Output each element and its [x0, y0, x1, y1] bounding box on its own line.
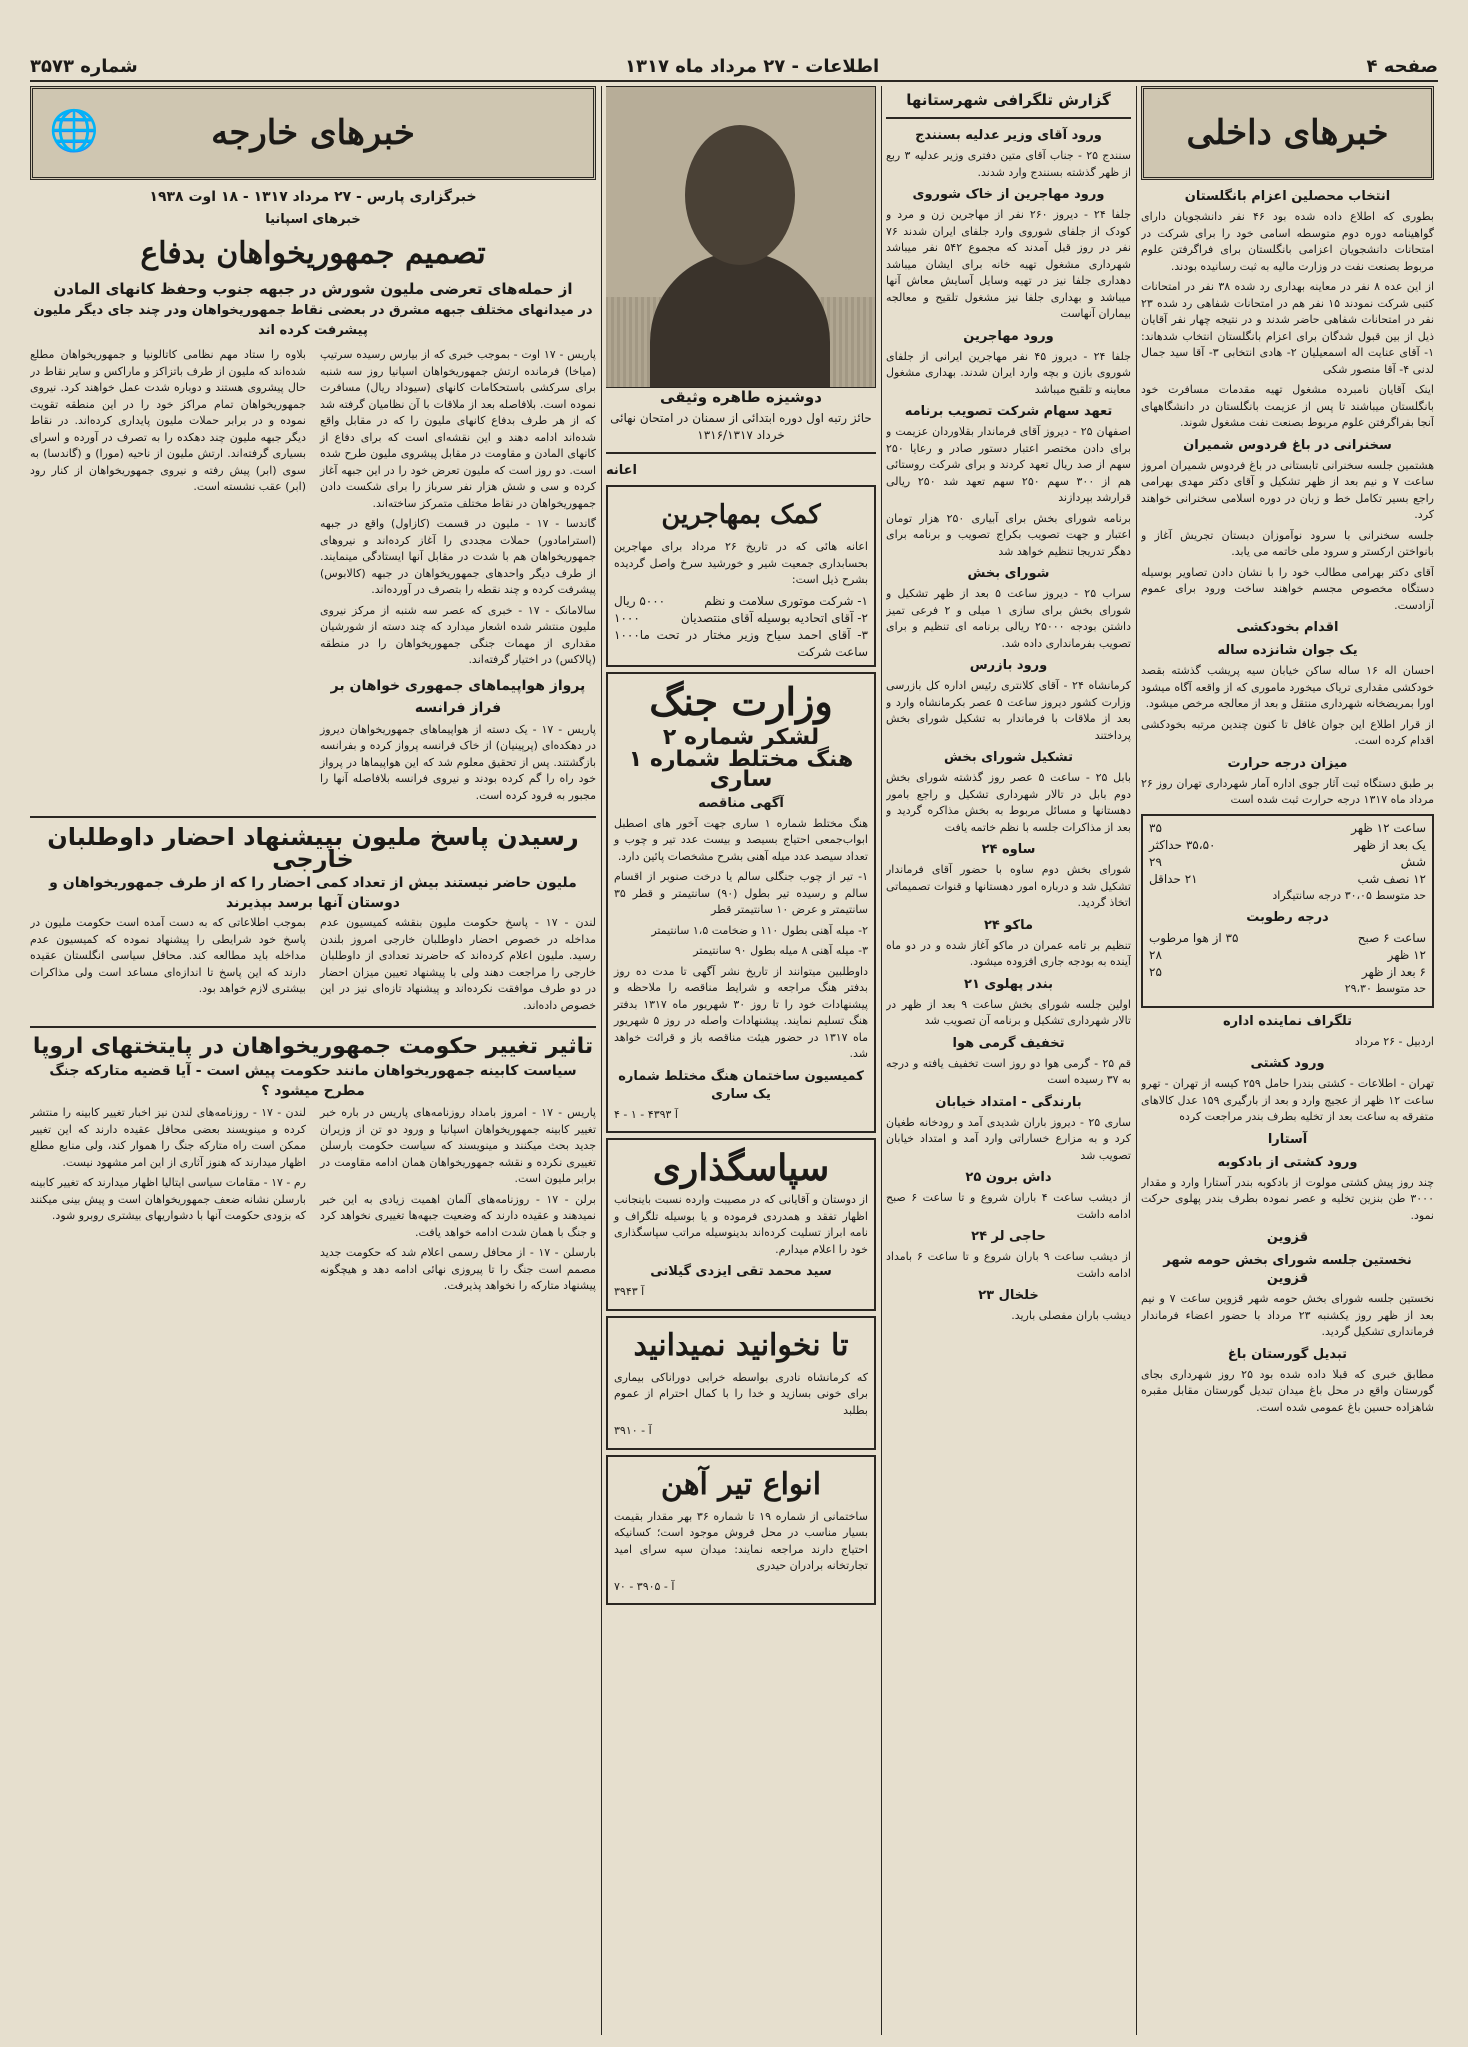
europe-title: تاثیر تغییر حکومت جمهوریخواهان در پایتختهای اروپا [32, 1034, 594, 1059]
article-title: بارندگی - امتداد خیابان [935, 1094, 1082, 1110]
story: بلاوه را ستاد مهم نظامی کاتالونیا و جمهوریخواهان مطلع شده‌اند که ملیون از طرف باتزاکز و ماراکس و سایر نقاط در حال پیشروی هستند و دوباره شدت عمل خواهند کرد. نیروی جمهوریخواهان تمام مراکز خود را در این منطقه تقویت نموده و در برابر حملات ملیون پایداری کرده‌اند. در نقاط دیگر جبهه ملیون چند دهکده را به تصرف در آورده و اسرای بسیاری گرفته‌اند. ارتش ملیون از ناحیه (مورا) و (گاندسا) به سوی (ابر) پیش رفته و نیروی جمهوریخواهان از کنار رود (ابر) عقب نشسته است. [30, 348, 306, 493]
tender-rules: داوطلبین میتوانند از تاریخ نشر آگهی تا مدت ده روز بدفتر هنگ مراجعه و شرایط مناقصه را ملاحظه و پیشنهادات خود را تا روز ۳۰ شهریور ماه ۱۳۱۷ بدفتر هنگ تسلیم نمایند. پیشنهادات واصله در روز ۵ شهریور ماه ۱۳۱۷ در حضور هیئت مناقصه باز و قرائت خواهد شد. [614, 964, 868, 1060]
foreign-news-column [30, 86, 596, 2035]
article-title: خلخال ۲۳ [978, 1288, 1039, 1303]
donation-amount: ۱۰۰۰ [614, 627, 640, 642]
donation-title: کمک بمهاجرین [661, 500, 821, 530]
volunteers-title: رسیدن پاسخ ملیون بپیشنهاد احضار داوطلبان خارجی [47, 823, 579, 873]
donation-row [614, 627, 868, 661]
article-body: برنامه شورای بخش برای آبیاری ۲۵۰ هزار تومان اعتبار و جهت تصویب بکراج تصویب و برنامه برای دهگر تدریجا تنظیم خواهد شد [886, 511, 1131, 558]
issue-number: شماره ۳۵۷۳ [30, 55, 138, 77]
provincial-rubric: گزارش تلگرافی شهرستانها [906, 91, 1111, 109]
row-value: ۳۵ [1149, 820, 1162, 835]
article-body: مطابق خبری که قبلا داده شده بود ۲۵ روز شهرداری بجای گورستان واقع در محل باغ میدان تبدیل گورستان مقابل مقبره شاهزاده حسین باغ عمومی شده است. [1141, 1367, 1434, 1414]
article-body: کرمانشاه ۲۴ - آقای کلانتری رئیس اداره کل بازرسی وزارت کشور دیروز ساعت ۵ عصر بکرمانشاه وارد و بعد از ملاقات با فرماندار به تشکیل شورای بخش پرداختند [886, 679, 1131, 742]
story-column [320, 915, 596, 1018]
article-title: تبدیل گورستان باغ [1227, 1346, 1348, 1362]
row-label: ۱۲ نصف شب [1357, 871, 1426, 886]
table-row [1149, 871, 1426, 888]
steel-body: ساختمانی از شماره ۱۹ تا شماره ۳۶ بهر مقدار بقیمت بسیار مناسب در محل فروش موجود است؛ کسانیکه احتیاج دارند مراجعه نمایند: میدان سپه سرای امید تجارتخانه برادران حیدری [614, 1509, 868, 1572]
article-title: آستارا [1267, 1131, 1308, 1147]
story: گاندسا - ۱۷ - ملیون در قسمت (کازاول) واقع در جبهه (استرامادور) حملات مجددی را آغاز کرده‌اند و نیروهای جمهوریخواهان هم با شدت در مقابل آنها ایستادگی مینمایند. از طرف دیگر واحدهای جمهوریخواهان در جبهه (کالابوس) پیشرفت کرده و چند نقطه را بتصرف در آورده‌اند. [320, 517, 596, 596]
story-columns [30, 1105, 596, 1299]
row-label: ۶ بعد از ظهر [1361, 965, 1426, 979]
photo-caption-name: دوشیزه طاهره وثیقی [660, 388, 822, 406]
article-title: قزوین [1266, 1230, 1309, 1245]
provincial-items [886, 127, 1131, 1325]
humidity-note: حد متوسط ۲۹،۳۰ [1344, 982, 1426, 995]
article-body: نخستین جلسه شورای بخش حومه شهر قزوین ساعت ۷ و نیم بعد از ظهر روز یکشنبه ۲۳ مرداد با حضور اعضاء فرماندار فرمانداری تشکیل گردید. [1141, 1292, 1434, 1338]
foreign-rubric: 🌐 خبرهای خارجه [30, 86, 596, 180]
portrait-photo [606, 86, 876, 388]
article-title: تلگراف نماینده اداره [1222, 1013, 1353, 1029]
article-body: از این عده ۸ نفر در معاینه بهداری رد شده ۳۸ نفر در امتحانات کتبی شرکت نمودند ۱۵ نفر هم در امتحانات شفاهی رد شده ۲۳ نفر در امتحانات شفاهی حاضر شدند و در نتیجه چهار نفر آقایان ذیل از بین قبول شدگان برای اعزام بانگلستان انتخاب شدهاند: ۱- آقای عنایت اله اسمعیلیان ۲- هادی انتخابی ۳- آقا سید جمال لدنی ۴- آقا منصور شکی [1141, 280, 1434, 376]
column-rule [601, 86, 602, 2035]
volunteers-sub: ملیون حاضر نیستند بیش از تعداد کمی احضار را که از طرف جمهوریخواهان و دوستان آنها برسد بپذیرند [49, 875, 577, 911]
article-title: شورای بخش [967, 566, 1050, 581]
planes-title: پرواز هواپیماهای جمهوری خواهان بر فراز فرانسه [330, 677, 586, 716]
domestic-more-items [1141, 1013, 1434, 1417]
article-body: سراب ۲۵ - دیروز ساعت ۵ بعد از ظهر تشکیل و شورای بخش برای سازی ۱ میلی و ۲ فرعی تمیز داشتن بودجه ۲۵۰۰۰ ریالی برنامه ای تنظیم و برای تصویب بفرمانداری داده شد. [886, 587, 1131, 650]
article-title: داش برون ۲۵ [965, 1170, 1052, 1185]
row-value: ۳۵،۵۰ حداکثر [1149, 837, 1216, 852]
article-title: ورود آقای وزیر عدلیه بسنندج [915, 128, 1102, 143]
donor: ۲- آقای اتحادیه بوسیله آقای منتصدیان [680, 610, 868, 625]
temperature-note: حد متوسط ۳۰،۰۵ درجه سانتیگراد [1272, 888, 1426, 902]
tender-items [614, 869, 868, 960]
europe-body: برلن - ۱۷ - روزنامه‌های آلمان اهمیت زیادی به این خبر نمیدهند و عقیده دارند که وضعیت جبهه‌ها تغییری نخواهد کرد و جنگ با همان شدت ادامه خواهد یافت. [320, 1192, 596, 1239]
donation-amount: ۵۰۰۰ ریال [614, 593, 666, 608]
europe-body: لندن - ۱۷ - روزنامه‌های لندن نیز اخبار تغییر کابینه را منتشر کرده و مینویسند بعضی محافل عقیده دارند که این تغییر ممکن است راه متارکه جنگ را هموار کند، ولی منابع مطلع اظهار میدارند که هنوز آثاری از این امر مشهود نیست. [30, 1106, 306, 1169]
table-row [1149, 820, 1426, 837]
war-ministry-title: وزارت جنگ [649, 678, 833, 724]
war-division: لشکر شماره ۲ [662, 724, 820, 750]
story-column [30, 347, 306, 808]
donation-box [606, 485, 876, 667]
article-title: یک جوان شانزده ساله [1217, 643, 1358, 658]
foreign-dateline: خبرگزاری پارس - ۲۷ مرداد ۱۳۱۷ - ۱۸ اوت ۱۹۳۸ [149, 189, 477, 205]
thanks-code: آ ۳۹۴۳ [614, 1285, 645, 1298]
article-title: نخستین جلسه شورای بخش حومه شهر قزوین [1163, 1253, 1412, 1286]
table-row [1149, 930, 1426, 947]
story: سالامانک - ۱۷ - خبری که عصر سه شنبه از مرکز نیروی ملیون منتشر شده اشعار میدارد که چند دسته از شورشیان مقداری از مهمات جنگی جمهوریخواهان را در منطقه (پالاکس) در اختیار گرفته‌اند. [320, 603, 596, 666]
steel-ad [606, 1455, 876, 1606]
volunteers-body: بموجب اطلاعاتی که به دست آمده است حکومت ملیون در پاسخ خود شرایطی را پیشنهاد نموده که کمیسیون عدم مداخله باید مطالعه کند. محافل سیاسی انگلستان عقیده دارند که این پاسخ تا اندازه‌ای مساعد است ولی مذاکرات بیشتری لازم خواهد بود. [30, 916, 306, 995]
story-column [320, 1105, 596, 1299]
europe-sub: سیاست کابینه جمهوریخواهان مانند حکومت پیش است - آیا قضیه متارکه جنگ مطرح میشود ؟ [49, 1063, 577, 1099]
foreign-subhead: از حمله‌های تعرضی ملیون شورش در جبهه جنوب وحفظ کانهای المادن [53, 280, 573, 298]
unknown-title: تا نخوانید نمیدانید [633, 1327, 849, 1363]
divider [606, 452, 876, 454]
row-value: ۲۸ [1149, 948, 1162, 962]
story: پاریس - ۱۷ اوت - بموجب خبری که از بیارس رسیده سرتیپ (میاخا) فرمانده ارتش جمهوریخواهان اسپانیا روز سه شنبه برای سرکشی باستحکامات کانهای (سیوداد ریال) مسافرت نموده است. بلافاصله بعد از ملاقات با آن نظامیان گرفته شد که از هر طرف بدفاع کانهای ملیون را که در مقابل واقع شده‌اند ادامه دهند و این نقشه‌ای است که برای دفاع از کانهای المادن و مقاومت در مقابل پیشروی ملیون طرح شده است. دو روز است که ملیون تعرض خود را در این جبهه آغاز کرده و سی و شش هزار نفر سرباز را برای شکست دادن جمهوریخواهان در نقاط مختلف متمرکز ساخته‌اند. [320, 348, 596, 510]
table-row [1149, 854, 1426, 871]
article-title: ورود بازرس [969, 658, 1048, 673]
photo-caption: حائز رتبه اول دوره ابتدائی از سمنان در امتحان نهائی خرداد ۱۳۱۶/۱۳۱۷ [610, 411, 872, 442]
story-column [320, 347, 596, 808]
table-row [1149, 837, 1426, 854]
article-body: جلفا ۲۴ - دیروز ۲۶۰ نفر از مهاجرین زن و مرد و کودک از جلفای شوروی وارد جلفای ایران شدند ۷۶ نفر در روز قبل آمدند که مجموع ۵۴۲ نفر میباشد شهرداری مشغول تهیه خانه برای ایشان میباشد دهداری جلفا نیز در تهیه وسایل آسایش معاش آنها میباشد و بهداری جلفا نیز مشغول تلقیح و معالجه بیماران آنهاست [886, 208, 1131, 320]
row-label: ساعت ۶ صبح [1357, 931, 1426, 945]
unknown-code: آ - ۳۹۱۰ [614, 1424, 652, 1437]
article-title: ورود مهاجرین [963, 328, 1054, 344]
story-column [30, 1105, 306, 1299]
tender-title: آگهی مناقصه [698, 795, 784, 811]
article-title: انتخاب محصلین اعزام بانگلستان [1184, 189, 1391, 204]
page-number: صفحه ۴ [1366, 55, 1438, 77]
article-body: سنندج ۲۵ - جناب آقای متین دفتری وزیر عدلیه ۳ ربع از ظهر گذشته بسنندج وارد شدند. [886, 149, 1131, 179]
article-body: بر طبق دستگاه ثبت آثار جوی اداره آمار شهرداری تهران روز ۲۶ مرداد ماه ۱۳۱۷ درجه حرارت ثبت شده است [1141, 776, 1434, 806]
donation-row [614, 610, 868, 627]
temperature-table [1141, 814, 1434, 1008]
thanks-sign: سید محمد تقی ایزدی گیلانی [650, 1264, 832, 1279]
article-body: جلفا ۲۴ - دیروز ۴۵ نفر مهاجرین ایرانی از جلفای شوروی بازن و بچه وارد ایران شدند. بهداری مشغول معاینه و تلقیح میباشد [886, 349, 1131, 396]
domestic-items [1141, 188, 1434, 809]
steel-title: انواع تیر آهن [660, 1466, 822, 1502]
article-body: ساری ۲۵ - دیروز باران شدیدی آمد و رودخانه طغیان کرد و به مزارع خساراتی وارد آمد و امتداد خیابان تصویب شد [886, 1115, 1131, 1162]
article-title: ورود کشتی [1250, 1056, 1325, 1071]
thanks-ad [606, 1138, 876, 1311]
masthead [30, 52, 1438, 82]
table-row [1149, 947, 1426, 964]
europe-body: بارسلن - ۱۷ - از محافل رسمی اعلام شد که حکومت جدید مصمم است جنگ را تا پیروزی نهائی ادامه دهد و هیچگونه پیشنهاد متارکه را نخواهد پذیرفت. [320, 1246, 596, 1292]
article-body: شورای بخش دوم ساوه با حضور آقای فرماندار تشکیل شد و درباره امور دهستانها و قنوات تصمیماتی اتخاذ گردید. [886, 863, 1131, 909]
article-title: ورود کشتی از بادکوبه [1217, 1154, 1358, 1170]
tender-item: ۱- تیر از چوب جنگلی سالم یا درخت صنوبر از اقسام سالم و رسیده تیر بطول (۹۰) سانتیمتر و قطر ۳۵ سانتیمتر و عرض ۱۰ سانتیمتر قطر [614, 870, 868, 916]
humidity-title: درجه رطوبت [1246, 910, 1329, 925]
article-body: اصفهان ۲۵ - دیروز آقای فرماندار بقلاوردان عزیمت و برای دادن مختصر اعتبار دستور صادر و رعایا ۲۵۰ سهم از صد ریال تعهد کردند و برای شرکت روستائی هم از ۳۰۰ سهم ۲۵۰ سهم تعهد شد ۲۵۰ ریالی قرارشد بپردازند [886, 425, 1131, 504]
divider [30, 1026, 596, 1028]
article-body: تهران - اطلاعات - کشتی بندرا حامل ۲۵۹ کیسه از تهران - تهرو ساعت ۱۲ ظهر از عجیج وارد و بعد از بارگیری ۱۵۹ عدل کالاهای متفرقه به ساعت بعد از تخلیه بطرف بندر مراجعت کرده [1141, 1077, 1434, 1123]
donation-row [614, 593, 868, 610]
article-title: سخنرانی در باغ فردوس شمیران [1183, 437, 1392, 453]
domestic-rubric: خبرهای داخلی [1141, 86, 1434, 180]
donation-intro: اعانه هائی که در تاریخ ۲۶ مرداد برای مهاجرین بحسابداری جمعیت شیر و خورشید سرخ واصل گردیده بشرح ذیل است: [614, 540, 868, 586]
story-columns [30, 347, 596, 808]
article-body: از دیشب ساعت ۴ باران شروع و تا ساعت ۶ صبح ادامه داشت [886, 1191, 1131, 1221]
donation-label: اعانه [606, 463, 637, 478]
row-label: یک بعد از ظهر [1354, 837, 1426, 852]
globe-icon: 🌐 [49, 107, 99, 154]
domestic-news-column [1141, 86, 1434, 2035]
article-body: آقای دکتر بهرامی مطالب خود را با نشان دادن تصاویر بوسیله دستگاه مخصوص مجسم خواهند ساخت ورود برای عموم آزادست. [1141, 565, 1434, 612]
donor: ۳- آقای احمد سیاح وزیر مختار در تحت ما ساعت شرکت [639, 627, 868, 659]
article-body: از قرار اطلاع این جوان غافل تا کنون چندین مرتبه بخودکشی اقدام کرده است. [1141, 717, 1434, 747]
volunteers-body: لندن - ۱۷ - پاسخ حکومت ملیون بنقشه کمیسیون عدم مداخله در خصوص احضار داوطلبان خارجی امروز بلندن رسید. ملیون اعلام کرده‌اند که حاضرند تعدادی از داوطلبان خارجی را مراجعت دهند ولی با پیشنهاد تعیین میزان احضار در دو طرف موافقت نکرده‌اند و پیشنهاد تازه‌ای نیز در این خصوص داده‌اند. [320, 916, 596, 1012]
article-title: اقدام بخودکشی [1236, 620, 1339, 635]
dateline: اطلاعات - ۲۷ مرداد ماه ۱۳۱۷ [625, 55, 880, 77]
europe-body: رم - ۱۷ - مقامات سیاسی ایتالیا اظهار میدارند که تغییر کابینه بارسلن نشانه ضعف جمهوریخواهان است و پیش بینی میکنند که بزودی حکومت آنها با دشواریهای بیشتری روبرو شود. [30, 1176, 306, 1222]
article-body: احسان اله ۱۶ ساله ساکن خیابان سیه پریشب گذشته بقصد خودکشی مقداری تریاک میخورد ماموری که از واقعه آگاه میشود اورا بمریضخانه شهرداری منتقل و بعد از معالجه مرخص میشود. [1141, 664, 1434, 710]
divider [886, 117, 1131, 119]
unknown-body: که کرمانشاه نادری بواسطه خرابی دوراناکی بیماری برای خونی بسازید و خدا را با کمال احترام از عموم بطلبد [614, 1370, 868, 1417]
ads-column [606, 86, 876, 2035]
planes-body: پاریس - ۱۷ - یک دسته از هواپیماهای جمهوریخواهان دیروز در دهکده‌ای (پرپینیان) از خاک فرانسه پرواز کرده و بفرانسه بازگشتند. پس از تحقیق معلوم شد که این هواپیماها در پرواز خود راه را گم کرده بودند و نیروی فرانسه بلافاصله آنها را مجبور به فرود کرده است. [320, 722, 596, 802]
row-value: ۳۵ از هوا مرطوب [1149, 931, 1239, 945]
table-row [1149, 964, 1426, 981]
article-body: بطوری که اطلاع داده شده بود ۴۶ نفر دانشجویان دارای گواهینامه دوره دوم متوسطه اسامی خود را برای شرکت در امتحانات دانشجویان اعزامی بانگلستان برای فراگرفتن علوم مربوط بصنعت نفت در وزارت مالیه به ثبت رسانیده بودند. [1141, 210, 1434, 273]
war-ministry-ad [606, 672, 876, 1134]
article-body: جلسه سخنرانی با سرود نوآموزان دبستان تجریش آغاز و بانواختن ارکستر و سرود ملی خاتمه می یابد. [1141, 528, 1434, 558]
donor: ۱- شرکت موتوری سلامت و نظم [704, 593, 868, 608]
article-title: میزان درجه حرارت [1227, 755, 1348, 771]
story-columns [30, 915, 596, 1018]
article-title: تخفیف گرمی هوا [952, 1035, 1065, 1051]
article-body: اینک آقایان نامبرده مشغول تهیه مقدمات مسافرت خود بانگلستان میباشند تا پس از عزیمت بانگلستان در دانشگاههای آنجا بفراگرفتن علوم مربوط بصنعت نفت مشغول شوند. [1141, 383, 1434, 429]
column-rule [1136, 86, 1137, 2035]
column-rule [881, 86, 882, 2035]
war-regiment: هنگ مختلط شماره ۱ ساری [628, 746, 854, 792]
article-body: چند روز پیش کشتی مولوت از بادکوبه بندر آستارا وارد و مقدار ۳۰۰۰ طن بنزین تخلیه و عصر نموده بطرف بندر پهلوی حرکت نمود. [1141, 1175, 1434, 1222]
article-title: تشکیل شورای بخش [943, 750, 1074, 765]
tender-item: ۲- میله آهنی بطول ۱۱۰ و ضخامت ۱،۵ سانتیمتر [651, 923, 868, 937]
article-body: قم ۲۵ - گرمی هوا دو روز است تخفیف یافته و درجه به ۳۷ رسیده است [886, 1056, 1131, 1086]
tender-item: ۳- میله آهنی ۸ میله بطول ۹۰ سانتیمتر [693, 944, 868, 957]
article-title: حاجی لر ۲۴ [971, 1229, 1046, 1244]
row-value: ۲۵ [1149, 965, 1162, 979]
article-title: بندر پهلوی ۲۱ [964, 976, 1053, 992]
divider [30, 816, 596, 818]
row-label: ساعت ۱۲ ظهر [1351, 820, 1426, 835]
article-title: ورود مهاجرین از خاک شوروی [912, 187, 1105, 202]
row-label: شش [1400, 854, 1426, 869]
row-value: ۲۹ [1149, 854, 1162, 869]
article-body: دیشب باران مفصلی بارید. [1011, 1309, 1131, 1322]
article-body: بابل ۲۵ - ساعت ۵ عصر روز گذشته شورای بخش دوم بابل در تالار شهرداری تشکیل و راجع بامور دهستانها و مسائل مربوط به بخش مذاکره گردید و بعد از مذاکرات جلسه با نظم خاتمه یافت [886, 771, 1131, 834]
steel-code: آ - ۳۹۰۵ - ۷۰ [614, 1579, 675, 1593]
article-body: از دیشب ساعت ۹ باران شروع و تا ساعت ۶ بامداد ادامه داشت [886, 1250, 1131, 1280]
row-value: ۲۱ حداقل [1149, 871, 1198, 886]
europe-body: پاریس - ۱۷ - امروز بامداد روزنامه‌های پاریس در باره خبر تغییر کابینه جمهوریخواهان اسپانیا و ورود دو تن از وزیران جدید بحث میکنند و مینویسند که سیاست حکومت بارسلن تغییری نکرده و نقشه جمهوریخواهان همان ادامه مقاومت در برابر ملیون است. [320, 1106, 596, 1185]
foreign-subhead: در میدانهای مختلف جبهه مشرق در بعضی نقاط جمهوریخواهان ودر چند جای دیگر ملیون پیشرفت کرده اند [33, 303, 593, 338]
story-column [30, 915, 306, 1018]
article-body: هشتمین جلسه سخنرانی تابستانی در باغ فردوس شمیران امروز ساعت ۷ و نیم بعد از ظهر تشکیل و آقای دکتر مهدی بهرامی راجع بسیر تکامل خط و زبان در دوره اسلامی سخنرانی خواهند کرد. [1141, 458, 1434, 521]
foreign-section: خبرهای اسپانیا [265, 212, 361, 227]
thanks-title: سپاسگذاری [652, 1147, 830, 1189]
unknown-ad [606, 1316, 876, 1450]
provincial-news-column [886, 86, 1131, 2035]
thanks-body: از دوستان و آقایانی که در مصیبت وارده نسبت باینجانب اظهار تفقد و همدردی فرموده و یا بوسیله تلگراف و نامه ابراز تسلیت کرده‌اند بدینوسیله مراتب سپاسگذاری خود را اعلام میدارم. [614, 1193, 868, 1256]
tender-body: هنگ مختلط شماره ۱ ساری جهت آخور های اصطبل ابواب‌جمعی احتیاج بسیصد و بیست عدد تیر و چوب و تعداد سیصد عدد میله آهنی بشرح مشخصات پائین دارد. [614, 816, 868, 863]
donation-amount: ۱۰۰۰ [614, 610, 640, 625]
article-body: اولین جلسه شورای بخش ساعت ۹ بعد از ظهر در تالار شهرداری تشکیل و برنامه آن تصویب شد [886, 997, 1131, 1027]
donation-list [614, 593, 868, 661]
tender-footer: کمیسیون ساختمان هنگ مختلط شماره یک ساری [618, 1068, 864, 1102]
row-label: ۱۲ ظهر [1387, 948, 1426, 962]
article-body: اردبیل - ۲۶ مرداد [1354, 1034, 1434, 1048]
article-title: ماکو ۲۴ [983, 917, 1034, 933]
article-title: ساوه ۲۴ [981, 842, 1036, 857]
tender-code: آ ۴۳۹۳ - ۱ - ۴ [614, 1107, 678, 1121]
foreign-headline: تصمیم جمهوریخواهان بدفاع [140, 236, 486, 271]
article-title: تعهد سهام شرکت تصویب برنامه [904, 404, 1113, 419]
article-body: تنظیم بر تامه عمران در ماکو آغاز شده و در دو ماه آینده به بودجه جاری افزوده میشود. [886, 938, 1131, 968]
